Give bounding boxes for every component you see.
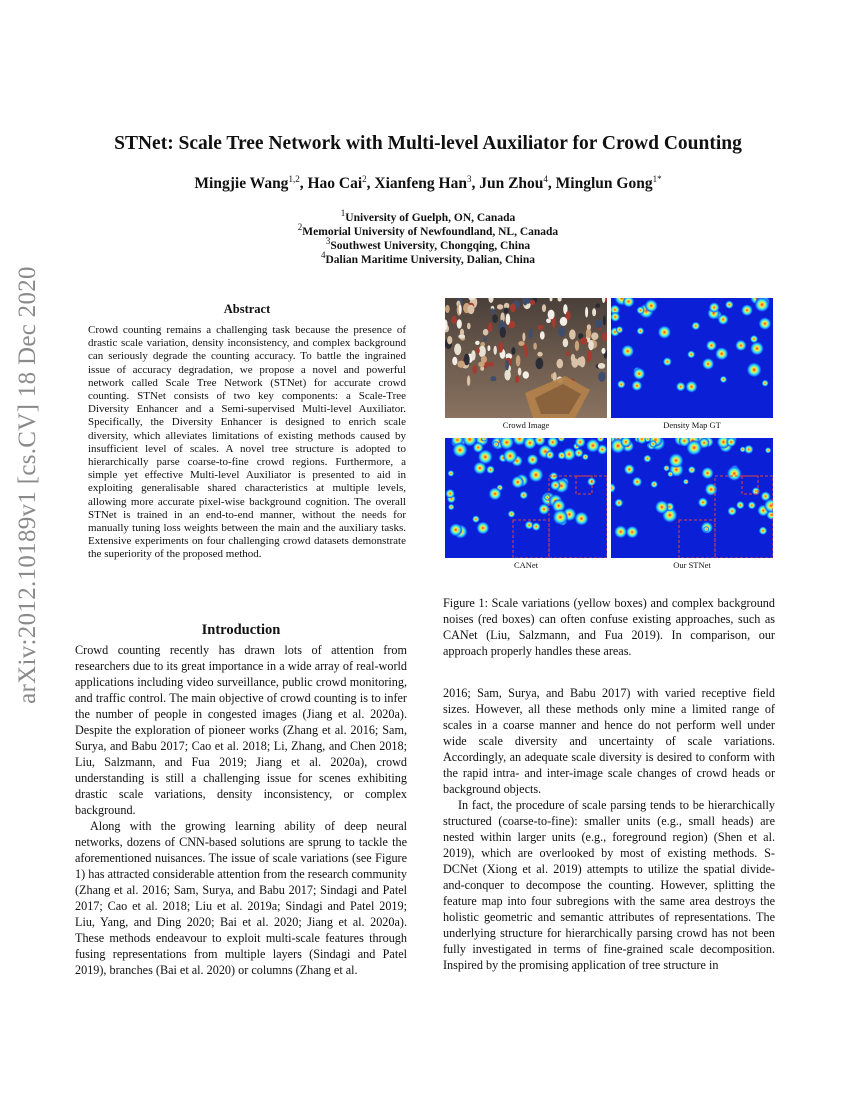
density-blob	[687, 350, 695, 358]
density-blob	[631, 380, 642, 391]
paragraph: 2016; Sam, Surya, and Babu 2017) with varied receptive field sizes. However, all these methods only mine a limited range of scales in a coarse manner and hence do not perform well under wide scale diversity and uncertainty of scale variations. Accordingly, an adequate scale diversity is desired to conform with the rapid intra- and inter-image scale changes of crowd heads or background objects.	[443, 686, 775, 796]
density-blob	[706, 340, 717, 351]
density-map-canet	[445, 438, 607, 558]
density-blob	[503, 449, 518, 464]
density-blob	[493, 441, 500, 448]
density-blob	[616, 326, 624, 334]
density-blob	[727, 466, 742, 481]
density-blob	[519, 491, 528, 500]
density-blob	[538, 503, 550, 515]
density-blob	[527, 454, 539, 466]
density-blob	[636, 306, 644, 314]
density-blob	[762, 380, 769, 387]
density-blob	[703, 526, 709, 532]
figure-caption: Figure 1: Scale variations (yellow boxes) and complex background noises (red boxes) can often confuse existing approaches, such as CANet (Liu, Salzmann, and Fua 2019). In comparison, our approach properly handles these areas.	[443, 596, 775, 658]
paragraph: Crowd counting recently has drawn lots of attention from researchers due to its great importance in a wide array of real-world applications including video surveillance, public crowd monitoring, and traffic control. The main objective of crowd counting is to infer the number of people in congested images (Jiang et al. 2020a). Despite the exploration of pioneer works (Zhang et al. 2016; Sam, Surya, and Babu 2017; Cao et al. 2018; Li, Zhang, and Chen 2018; Liu, Salzmann, and Fua 2019; Jiang et al. 2020a), crowd understanding is still a challenging issue for scenes exhibiting drastic scale variations, density inconsistency, or complex background.	[75, 643, 407, 817]
density-blob	[759, 526, 768, 535]
panel-label: Crowd Image	[502, 420, 550, 430]
density-blob	[758, 317, 771, 330]
author-name: Xianfeng Han	[374, 175, 467, 192]
author-affiliation-mark: 4	[543, 173, 548, 184]
density-blob	[746, 362, 761, 377]
arxiv-identifier: arXiv:2012.10189v1 [cs.CV] 18 Dec 2020	[14, 266, 41, 704]
density-blob	[667, 471, 673, 477]
panel-label: CANet	[513, 560, 539, 570]
author-name: Minglun Gong	[555, 175, 653, 192]
density-blob	[624, 464, 635, 475]
density-map-stnet	[611, 438, 773, 558]
introduction-column-left	[75, 642, 407, 978]
density-blob	[748, 501, 756, 509]
density-blob	[511, 476, 524, 489]
affiliation: $^4$Dalian Maritime University, Dalian, China	[320, 250, 536, 266]
density-blob	[643, 455, 651, 463]
density-blob	[663, 465, 670, 472]
density-gt-panel	[611, 298, 773, 418]
density-blob	[574, 511, 588, 525]
density-blob	[621, 345, 634, 358]
canet-panel	[445, 438, 607, 558]
density-blob	[650, 481, 658, 489]
density-blob	[476, 521, 489, 534]
density-blob	[725, 300, 734, 309]
density-blob	[701, 467, 714, 480]
density-blob	[445, 489, 455, 499]
crowd-photo	[445, 298, 607, 418]
density-blob	[486, 465, 495, 474]
density-blob	[658, 325, 672, 339]
density-blob	[557, 451, 566, 460]
density-blob	[449, 523, 463, 537]
introduction-column-right	[443, 685, 775, 973]
density-blob	[617, 380, 626, 389]
author-affiliation-mark: 3	[466, 173, 472, 184]
author-name: Hao Cai	[307, 175, 363, 192]
density-blob	[574, 448, 583, 457]
density-blob	[532, 522, 541, 531]
arxiv-stamp	[8, 266, 48, 704]
density-blob	[685, 381, 697, 393]
density-blob	[736, 501, 745, 510]
density-blob	[669, 453, 684, 468]
author-affiliation-mark: 2	[362, 173, 367, 184]
density-blob	[452, 442, 467, 457]
panel-label: Our STNet	[673, 560, 711, 570]
figure-1	[443, 298, 775, 570]
author-affiliation-mark: 1,2	[288, 173, 300, 184]
density-blob	[683, 479, 689, 485]
density-blob	[644, 299, 658, 313]
density-blob	[715, 347, 729, 361]
density-blob	[702, 358, 714, 370]
density-blob	[614, 525, 627, 538]
author-name: Mingjie Wang	[194, 175, 289, 192]
crowd-image-panel	[445, 298, 607, 418]
density-blob	[586, 438, 600, 452]
author-affiliation-mark: 1*	[652, 173, 662, 184]
density-blob	[448, 470, 455, 477]
affiliation-list	[60, 208, 796, 267]
panel-label: Density Map GT	[663, 420, 721, 430]
density-blob	[691, 322, 700, 331]
density-blob	[478, 449, 493, 464]
density-blob	[626, 526, 639, 539]
density-blob	[553, 509, 569, 525]
density-blob	[750, 341, 764, 355]
affiliation: $^1$University of Guelph, ON, Canada	[340, 208, 516, 224]
density-blob	[472, 515, 480, 523]
density-blob	[718, 314, 729, 325]
paragraph: In fact, the procedure of scale parsing tends to be hierarchically structured (coarse-to-fine): smaller units (e.g., small heads) are nested within larger units (e.g., foreground region) (Shen et al. 2019), which are overlooked by most of existing methods. S-DCNet (Xiong et al. 2019) attempts to utilize the spatial divide-and-conquer to decompose the counting. However, splitting the feature map into four subregions with the same area destroys the holistic geometric and semantic attributes of representations. The underlying structure for hierarchically parsing crowd has not been fully investigated in terms of fine-grained scale decomposition. Inspired by the promising application of tree structure in	[443, 798, 775, 972]
density-blob	[705, 483, 718, 496]
stnet-panel	[611, 438, 773, 558]
density-blob	[488, 487, 501, 500]
introduction-heading: Introduction	[201, 622, 281, 638]
density-blob	[655, 500, 669, 514]
density-blob	[649, 440, 657, 448]
density-blob	[550, 480, 561, 491]
density-blob	[545, 450, 554, 459]
density-blob	[709, 302, 720, 313]
density-blob	[720, 376, 727, 383]
density-blob	[740, 446, 746, 452]
density-blob	[633, 368, 646, 381]
density-blob	[637, 327, 645, 335]
density-blob	[676, 382, 686, 392]
density-blob	[632, 477, 642, 487]
density-blob	[614, 498, 623, 507]
density-blob	[508, 510, 516, 518]
density-blob	[663, 357, 672, 366]
density-blob	[741, 304, 753, 316]
density-blob	[698, 497, 708, 507]
density-blob	[735, 340, 747, 352]
affiliation: $^2$Memorial University of Newfoundland, NL, Canada	[297, 222, 559, 238]
density-map-gt	[611, 298, 773, 418]
density-blob	[765, 447, 771, 453]
paper-title: STNet: Scale Tree Network with Multi-level Auxiliator for Crowd Counting	[114, 133, 742, 154]
abstract-heading: Abstract	[223, 302, 271, 316]
abstract-text: Crowd counting remains a challenging task because the presence of drastic scale variation, density inconsistency, and complex background can seriously degrade the counting accuracy. To battle the ingrained issue of accuracy degradation, we propose a novel and powerful network called Scale Tree Network (STNet) for accurate crowd counting. STNet consists of two key components: a Scale-Tree Diversity Enhancer and a Semi-supervised Multi-level Auxiliator. Specifically, the Diversity Enhancer is designed to enrich scale diversity, which alleviates limitations of existing methods caused by insufficient level of scales. A novel tree structure is adopted to hierarchically parse coarse-to-fine crowd regions. Furthermore, a simple yet effective Multi-level Auxiliator is presented to aid in exploiting generalisable shared characteristics at multiple levels, allowing more accurate pixel-wise background cognition. The overall STNet is trained in an end-to-end manner, without the needs for manually tuning loss weights between the main and the auxiliary tasks. Extensive experiments on four challenging crowd datasets demonstrate the superiority of the proposed method.	[88, 324, 406, 561]
density-blob	[528, 467, 543, 482]
author-name: Jun Zhou	[479, 175, 544, 192]
density-blob	[448, 504, 455, 511]
author-list: Mingjie Wang$^{1,2}$, Hao Cai$^2$, Xianfeng Han$^3$, Jun Zhou$^4$, Minglun Gong$^{1*}$	[194, 173, 662, 192]
paragraph: Along with the growing learning ability of deep neural networks, dozens of CNN-based solutions are sprung to tackle the aforementioned nuisances. The issue of scale variations (see Figure 1) has attracted considerable attention from the research community (Zhang et al. 2016; Sam, Surya, and Babu 2017; Sindagi and Patel 2017; Cao et al. 2018; Liu et al. 2019a; Sindagi and Patel 2019; Liu, Yang, and Ding 2020; Bai et al. 2020; Jiang et al. 2020a). These methods endeavour to exploit multi-scale features through fusing representations from multiple layers (Sindagi and Patel 2019), branches (Bai et al. 2020) or columns (Zhang et al.	[75, 819, 407, 977]
density-blob	[727, 506, 737, 516]
density-blob	[688, 466, 696, 474]
affiliation: $^3$Southwest University, Chongqing, China	[325, 236, 531, 252]
